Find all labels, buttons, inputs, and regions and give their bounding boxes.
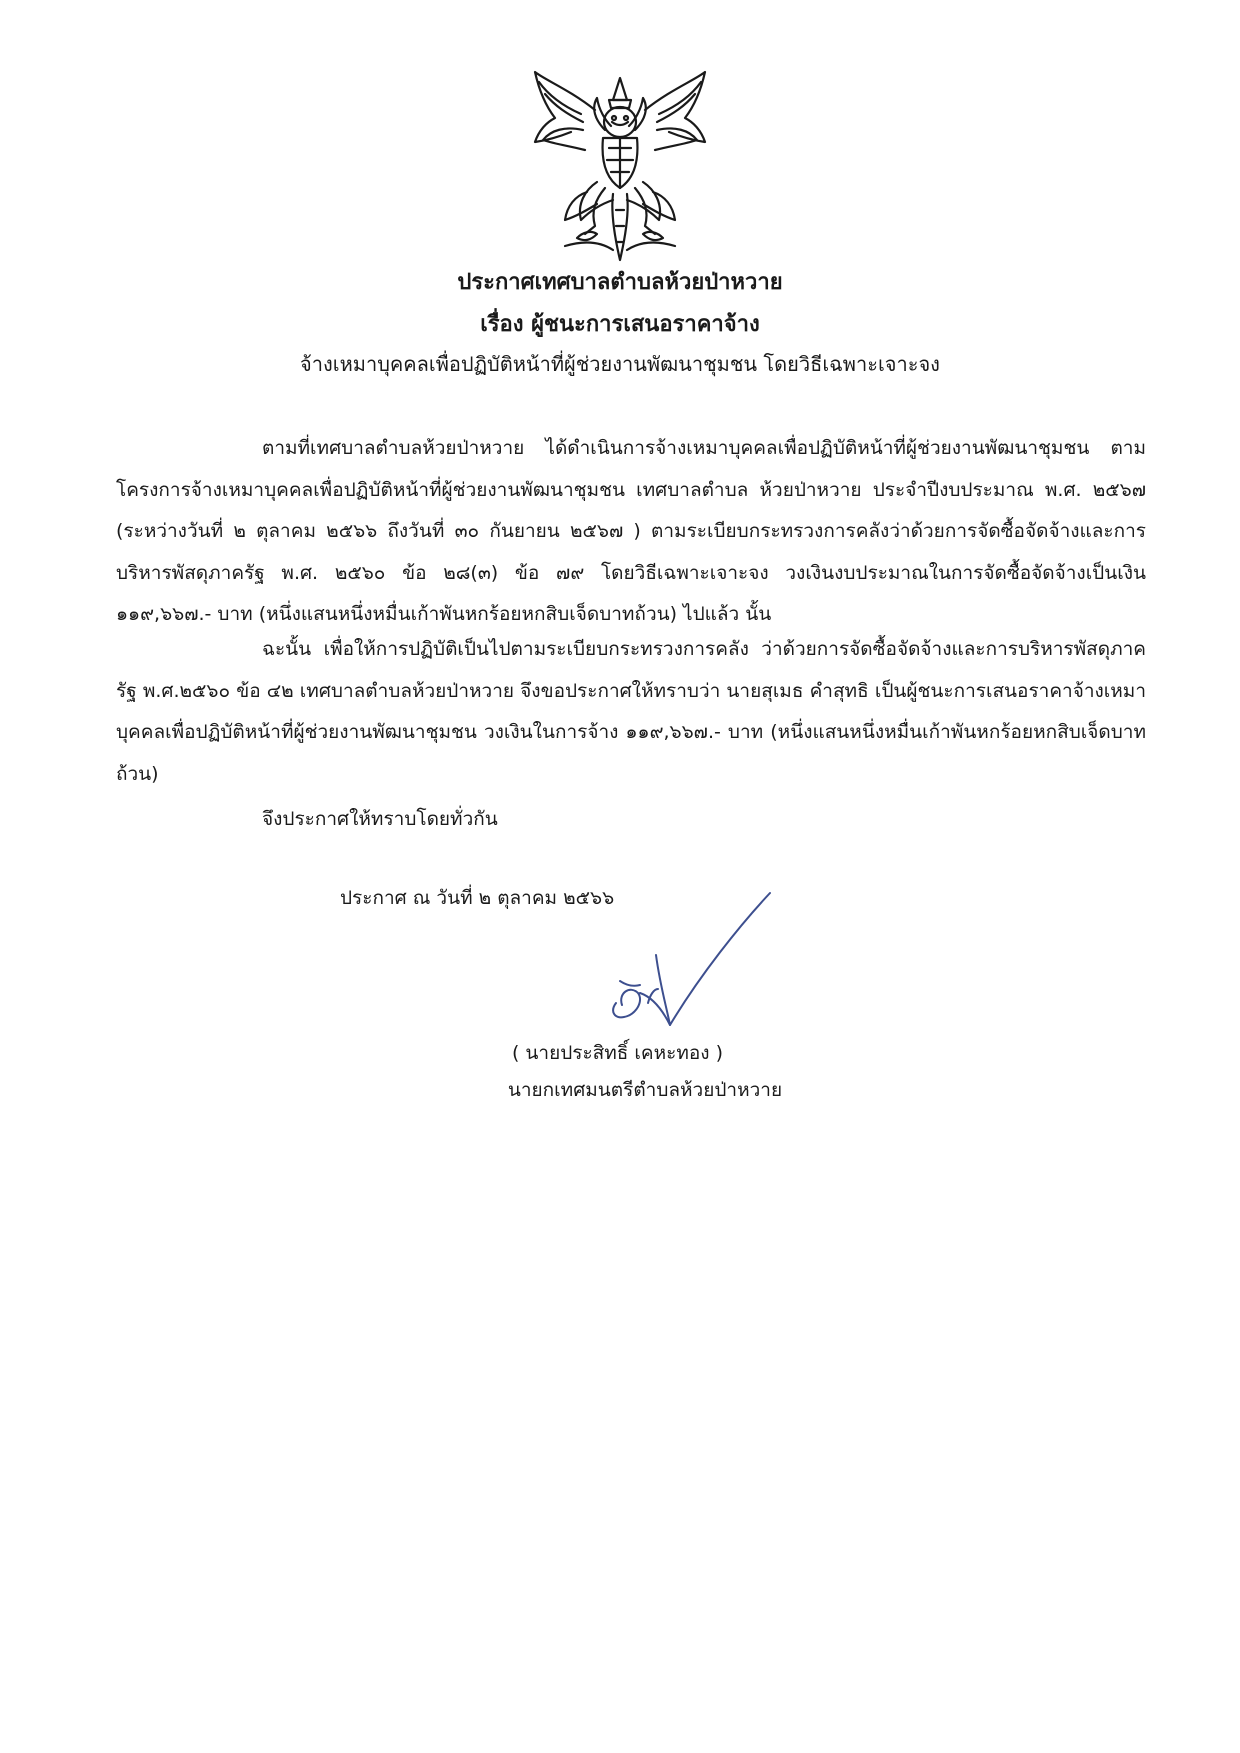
signer-name: ( นายประสิทธิ์ เคหะทอง ) <box>511 1042 724 1064</box>
body-paragraph-1 <box>116 428 1146 636</box>
announcement-subject: เรื่อง ผู้ชนะการเสนอราคาจ้าง <box>480 312 760 337</box>
signer-position: นายกเทศมนตรีตำบลห้วยป่าหวาย <box>507 1079 783 1101</box>
paragraph-text: ตามที่เทศบาลตำบลห้วยป่าหวาย ได้ดำเนินการจ้างเหมาบุคคลเพื่อปฏิบัติหน้าที่ผู้ช่วยงานพัฒนาชุมชน ตามโครงการจ้างเหมาบุคคลเพื่อปฏิบัติหน้าที่ผู้ช่วยงานพัฒนาชุมชน เทศบาลตำบล ห้วยป่าหวาย ประจำปีงบประมาณ พ.ศ. ๒๕๖๗ (ระหว่างวันที่ ๒ ตุลาคม ๒๕๖๖ ถึงวันที่ ๓๐ กันยายน ๒๕๖๗ ) ตามระเบียบกระทรวงการคลังว่าด้วยการจัดซื้อจัดจ้างและการบริหารพัสดุภาครัฐ พ.ศ. ๒๕๖๐ ข้อ ๒๘(๓) ข้อ ๗๙ โดยวิธีเฉพาะเจาะจง วงเงินงบประมาณในการจัดซื้อจัดจ้างเป็นเงิน ๑๑๙,๖๖๗.- บาท (หนึ่งแสนหนึ่งหมื่นเก้าพันหกร้อยหกสิบเจ็ดบาทถ้วน) ไปแล้ว นั้น <box>116 437 1146 625</box>
body-paragraph-3 <box>116 799 1146 841</box>
garuda-emblem-icon <box>525 70 715 265</box>
body-paragraph-2 <box>116 629 1146 795</box>
paragraph-text: จึงประกาศให้ทราบโดยทั่วกัน <box>262 808 498 830</box>
announcement-date: ประกาศ ณ วันที่ ๒ ตุลาคม ๒๕๖๖ <box>340 887 615 909</box>
announcement-subtitle: จ้างเหมาบุคคลเพื่อปฏิบัติหน้าที่ผู้ช่วยงานพัฒนาชุมชน โดยวิธีเฉพาะเจาะจง <box>300 352 940 376</box>
paragraph-text: ฉะนั้น เพื่อให้การปฏิบัติเป็นไปตามระเบียบกระทรวงการคลัง ว่าด้วยการจัดซื้อจัดจ้างและการบริหารพัสดุภาครัฐ พ.ศ.๒๕๖๐ ข้อ ๔๒ เทศบาลตำบลห้วยป่าหวาย จึงขอประกาศให้ทราบว่า นายสุเมธ คำสุทธิ เป็นผู้ชนะการเสนอราคาจ้างเหมาบุคคลเพื่อปฏิบัติหน้าที่ผู้ช่วยงานพัฒนาชุมชน วงเงินในการจ้าง ๑๑๙,๖๖๗.- บาท (หนึ่งแสนหนึ่งหมื่นเก้าพันหกร้อยหกสิบเจ็ดบาทถ้วน) <box>116 638 1146 785</box>
announcement-title: ประกาศเทศบาลตำบลห้วยป่าหวาย <box>457 270 783 295</box>
handwritten-signature <box>560 885 775 1035</box>
